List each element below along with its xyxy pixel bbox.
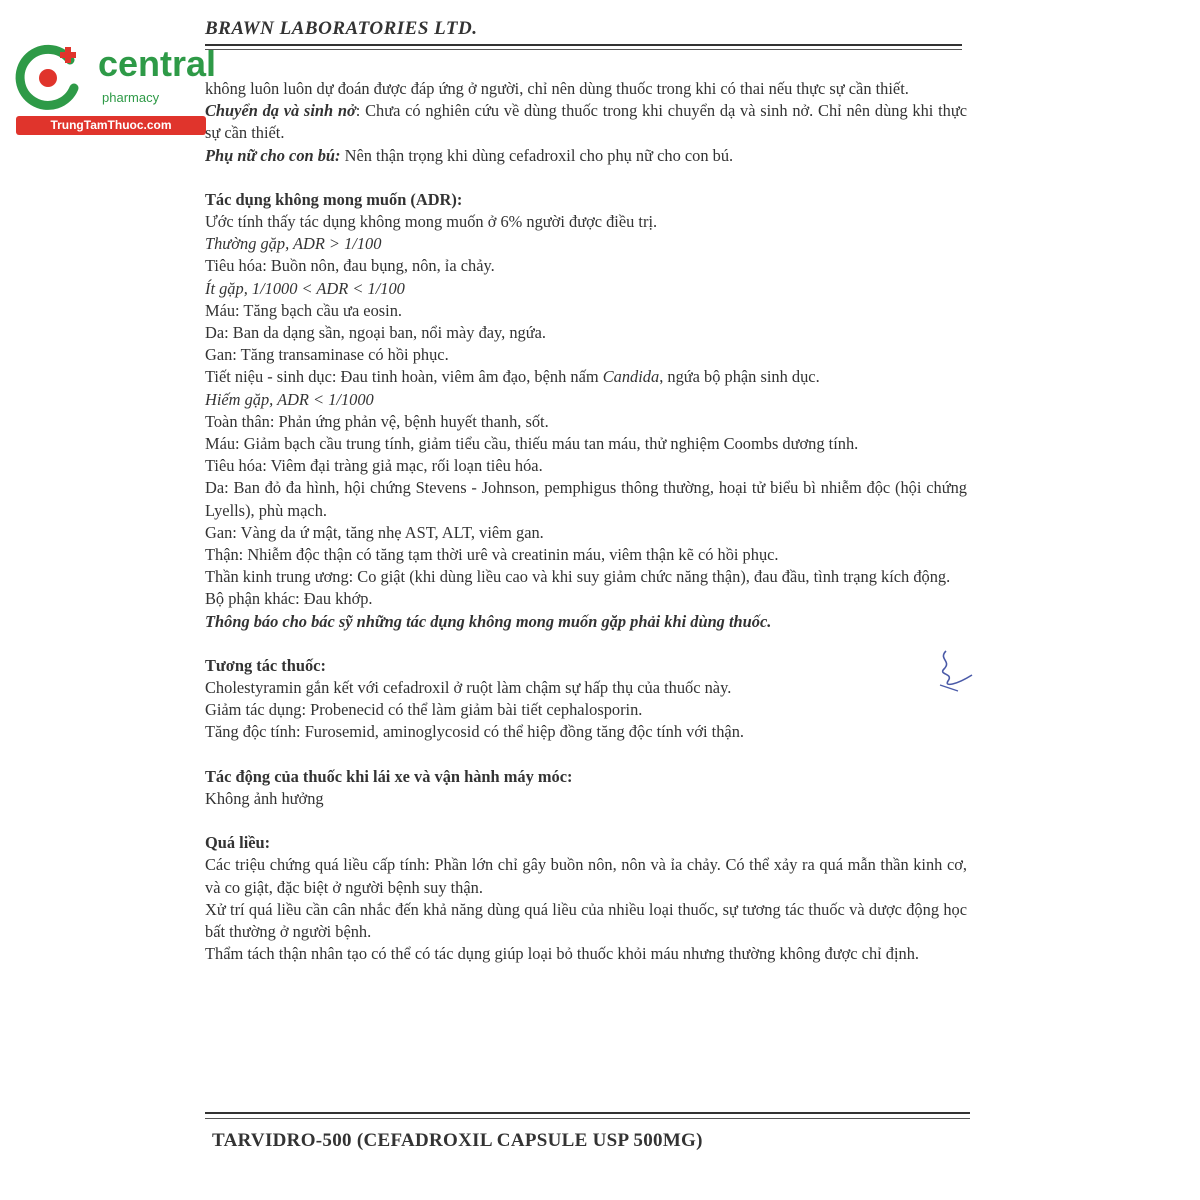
adr-uncommon-gu-text: Tiết niệu - sinh dục: Đau tinh hoàn, viêm âm đạo, bệnh nấm [205,367,603,387]
labor-paragraph [205,100,967,144]
overdose-2: Xử trí quá liều cần cân nhắc đến khả năng dùng quá liều của nhiều loại thuốc, sự tương tác thuốc và dược động học bất thường ở người bệnh. [205,899,967,941]
adr-common-label: Thường gặp, ADR > 1/100 [205,234,382,254]
product-footer: TARVIDRO-500 (CEFADROXIL CAPSULE USP 500MG) [212,1130,703,1151]
overdose-heading: Quá liều: [205,833,271,853]
pharmacy-logo [12,38,217,138]
adr-uncommon-label: Ít gặp, 1/1000 < ADR < 1/100 [205,278,405,298]
signature-mark-icon [928,645,978,695]
interaction-2: Giảm tác dụng: Probenecid có thể làm giảm bài tiết cephalosporin. [205,700,643,720]
adr-uncommon-gu [205,366,967,388]
adr-rare-kidney: Thận: Nhiễm độc thận có tăng tạm thời urê và creatinin máu, viêm thận kẽ có hồi phục. [205,545,779,565]
header-rule-bottom [205,49,962,50]
adr-heading: Tác dụng không mong muốn (ADR): [205,189,463,209]
logo-brand: central [98,43,217,84]
logo-url-banner: TrungTamThuoc.com [16,116,206,135]
footer-rule-bottom [205,1118,970,1119]
adr-rare-skin: Da: Ban đỏ đa hình, hội chứng Stevens - Johnson, pemphigus thông thường, hoại tử biểu bì nhiễm độc (hội chứng Lyells), phù mạch. [205,478,967,520]
central-pharmacy-logo-icon [12,42,84,114]
labor-text: : Chưa có nghiên cứu về dùng thuốc trong khi chuyển dạ và sinh nở. Chỉ nên dùng khi thực sự cần thiết. [205,101,968,143]
adr-rare-blood: Máu: Giảm bạch cầu trung tính, giảm tiểu cầu, thiếu máu tan máu, thử nghiệm Coombs dương tính. [205,434,859,454]
driving-heading: Tác động của thuốc khi lái xe và vận hành máy móc: [205,766,573,786]
adr-uncommon-liver: Gan: Tăng transaminase có hồi phục. [205,345,449,365]
interactions-heading: Tương tác thuốc: [205,655,326,675]
adr-rare-body: Toàn thân: Phản ứng phản vệ, bệnh huyết thanh, sốt. [205,411,549,431]
adr-uncommon-skin: Da: Ban da dạng sần, ngoại ban, nổi mày đay, ngứa. [205,323,547,343]
adr-uncommon-gu-tail: , ngứa bộ phận sinh dục. [659,367,820,387]
overdose-1: Các triệu chứng quá liều cấp tính: Phần lớn chỉ gây buồn nôn, nôn và ỉa chảy. Có thể xảy ra quá mẫn thần kinh cơ, và co giật, đặc biệt ở người bệnh suy thận. [205,855,967,897]
adr-intro: Ước tính thấy tác dụng không mong muốn ở 6% người được điều trị. [205,212,658,232]
interaction-3: Tăng độc tính: Furosemid, aminoglycosid có thể hiệp đồng tăng độc tính với thận. [205,722,745,742]
driving-text: Không ảnh hưởng [205,788,324,808]
overdose-3: Thẩm tách thận nhân tạo có thể có tác dụng giúp loại bỏ thuốc khỏi máu nhưng thường không được chỉ định. [205,944,920,964]
nursing-paragraph [205,145,967,167]
nursing-label: Phụ nữ cho con bú: [205,145,341,165]
adr-rare-liver: Gan: Vàng da ứ mật, tăng nhẹ AST, ALT, viêm gan. [205,522,544,542]
adr-uncommon-blood: Máu: Tăng bạch cầu ưa eosin. [205,300,403,320]
labor-label: Chuyển dạ và sinh nở [205,101,356,121]
company-header: BRAWN LABORATORIES LTD. [205,18,478,39]
adr-rare-gi: Tiêu hóa: Viêm đại tràng giả mạc, rối loạn tiêu hóa. [205,456,543,476]
header-rule-top [205,44,962,46]
adr-uncommon-gu-candida: Candida [602,367,660,387]
interaction-1: Cholestyramin gắn kết với cefadroxil ở ruột làm chậm sự hấp thụ của thuốc này. [205,678,732,698]
adr-notify: Thông báo cho bác sỹ những tác dụng không mong muốn gặp phải khi dùng thuốc. [205,611,772,631]
footer-rule-top [205,1112,970,1114]
nursing-text: Nên thận trọng khi dùng cefadroxil cho phụ nữ cho con bú. [340,145,734,165]
pregnancy-continuation: không luôn luôn dự đoán được đáp ứng ở người, chỉ nên dùng thuốc trong khi có thai nếu thực sự cần thiết. [205,79,909,98]
adr-common-gi: Tiêu hóa: Buồn nôn, đau bụng, nôn, ỉa chảy. [205,256,495,276]
adr-rare-other: Bộ phận khác: Đau khớp. [205,589,373,609]
leaflet-body [205,78,967,965]
adr-rare-label: Hiếm gặp, ADR < 1/1000 [205,389,374,409]
logo-subtitle: pharmacy [102,90,160,105]
adr-rare-cns: Thần kinh trung ương: Co giật (khi dùng liều cao và khi suy giảm chức năng thận), đau đầu, tình trạng kích động. [205,567,951,587]
